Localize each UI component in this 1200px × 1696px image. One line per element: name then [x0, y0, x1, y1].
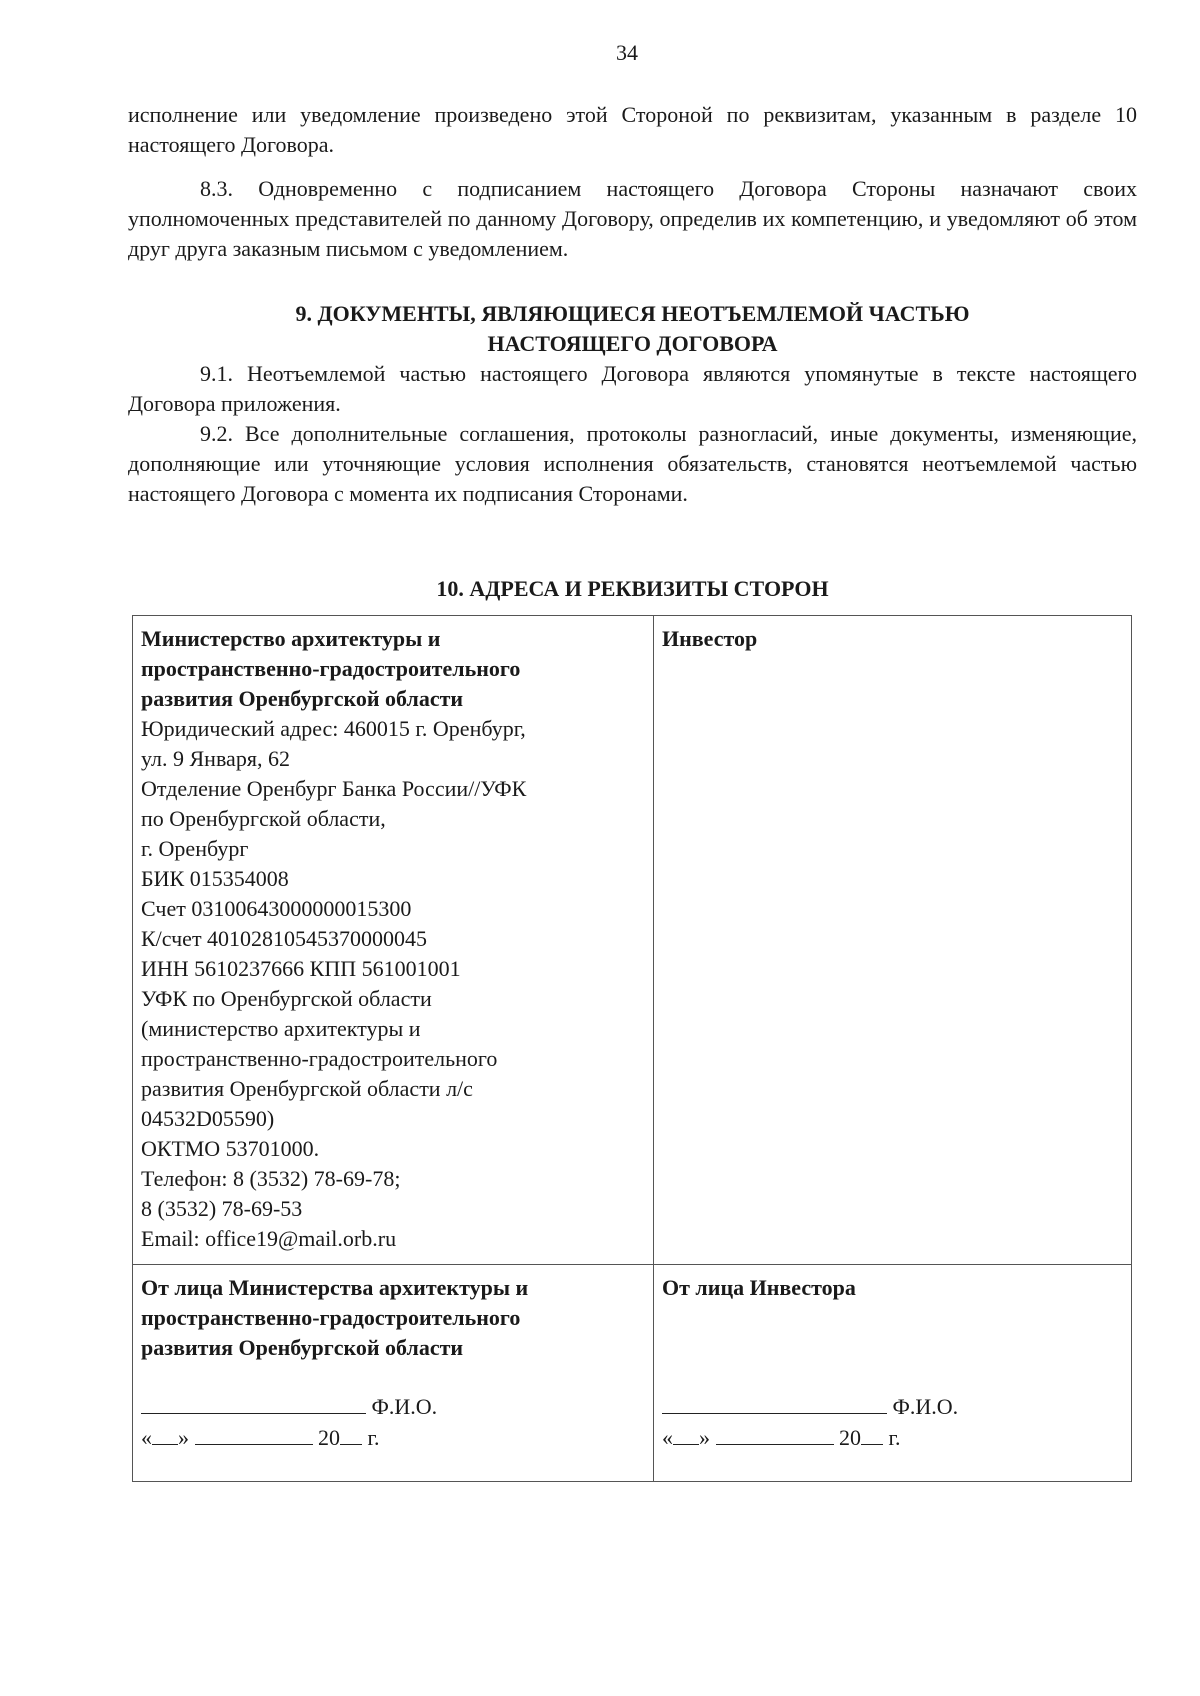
requisite-line: пространственно-градостроительного — [141, 1046, 498, 1071]
paragraph-8-3 — [128, 174, 1137, 264]
year-suffix: г. — [888, 1425, 901, 1450]
date-open-quote: « — [141, 1425, 152, 1450]
paragraph-9-1: 9.1. Неотъемлемой частью настоящего Договора являются упомянутые в тексте настоящего Договора приложения. — [128, 361, 1137, 416]
requisite-line: 8 (3532) 78-69-53 — [141, 1196, 303, 1221]
ministry-name-line: Министерство архитектуры и — [141, 626, 441, 651]
ministry-signature-cell — [133, 1265, 654, 1482]
day-blank — [152, 1422, 178, 1445]
ministry-fio-line — [141, 1391, 645, 1422]
date-close-quote: » — [699, 1425, 710, 1450]
year-prefix: 20 — [318, 1425, 340, 1450]
investor-name: Инвестор — [662, 626, 758, 651]
year-blank — [340, 1422, 362, 1445]
requisite-line: УФК по Оренбургской области — [141, 986, 432, 1011]
investor-date-line — [662, 1422, 1123, 1453]
requisite-line: Счет 03100643000000015300 — [141, 896, 412, 921]
signature-row — [133, 1265, 1132, 1482]
year-suffix: г. — [367, 1425, 380, 1450]
section-10-heading: 10. АДРЕСА И РЕКВИЗИТЫ СТОРОН — [436, 576, 829, 601]
requisites-table — [132, 615, 1132, 1482]
paragraph-text: 8.3. Одновременно с подписанием настоящего Договора Стороны назначают своих уполномоченных представителей по данному Договору, определив их компетенцию, и уведомляют об этом друг друга заказным письмом с уведомлением. — [128, 176, 1137, 261]
paragraph-9-2: 9.2. Все дополнительные соглашения, протоколы разногласий, иные документы, изменяющие, дополняющие или уточняющие условия исполнения обязательств, становятся неотъемлемой частью настоящего Договора с момента их подписания Сторонами. — [128, 421, 1137, 506]
ministry-signatory-line: развития Оренбургской области — [141, 1335, 464, 1360]
ministry-name-line: пространственно-градостроительного — [141, 656, 521, 681]
ministry-date-line — [141, 1422, 645, 1453]
page-number: 34 — [616, 40, 638, 65]
section-9 — [128, 299, 1137, 509]
requisite-line: Отделение Оренбург Банка России//УФК — [141, 776, 527, 801]
day-blank — [673, 1422, 699, 1445]
investor-requisites-cell — [654, 616, 1132, 1265]
requisite-line: Email: office19@mail.orb.ru — [141, 1226, 397, 1251]
year-prefix: 20 — [839, 1425, 861, 1450]
section-9-heading-line1: 9. ДОКУМЕНТЫ, ЯВЛЯЮЩИЕСЯ НЕОТЪЕМЛЕМОЙ ЧАСТЬЮ — [295, 301, 970, 326]
investor-signature-cell — [654, 1265, 1132, 1482]
requisite-line: развития Оренбургской области л/с — [141, 1076, 473, 1101]
ministry-signatory-line: От лица Министерства архитектуры и — [141, 1275, 529, 1300]
paragraph-8-2-continuation — [128, 100, 1137, 160]
month-blank — [195, 1422, 313, 1445]
requisite-line: ИНН 5610237666 КПП 561001001 — [141, 956, 461, 981]
investor-signatory: От лица Инвестора — [662, 1275, 856, 1300]
requisite-line: 04532D05590) — [141, 1106, 275, 1131]
date-close-quote: » — [178, 1425, 189, 1450]
ministry-signatory-line: пространственно-градостроительного — [141, 1305, 521, 1330]
paragraph-text: исполнение или уведомление произведено этой Стороной по реквизитам, указанным в разделе 10 настоящего Договора. — [128, 102, 1137, 157]
requisite-line: ул. 9 Января, 62 — [141, 746, 290, 771]
requisite-line: г. Оренбург — [141, 836, 249, 861]
requisite-line: (министерство архитектуры и — [141, 1016, 421, 1041]
ministry-name-line: развития Оренбургской области — [141, 686, 464, 711]
date-open-quote: « — [662, 1425, 673, 1450]
requisites-row — [133, 616, 1132, 1265]
signature-blank — [141, 1391, 366, 1414]
requisite-line: Телефон: 8 (3532) 78-69-78; — [141, 1166, 401, 1191]
requisite-line: по Оренбургской области, — [141, 806, 386, 831]
requisite-line: К/счет 40102810545370000045 — [141, 926, 428, 951]
requisite-line: БИК 015354008 — [141, 866, 289, 891]
fio-label: Ф.И.О. — [892, 1394, 959, 1419]
requisite-line: Юридический адрес: 460015 г. Оренбург, — [141, 716, 526, 741]
signature-blank — [662, 1391, 887, 1414]
month-blank — [716, 1422, 834, 1445]
fio-label: Ф.И.О. — [371, 1394, 438, 1419]
requisite-line: ОКТМО 53701000. — [141, 1136, 320, 1161]
investor-fio-line — [662, 1391, 1123, 1422]
year-blank — [861, 1422, 883, 1445]
ministry-requisites-cell — [133, 616, 654, 1265]
section-9-heading-line2: НАСТОЯЩЕГО ДОГОВОРА — [487, 331, 778, 356]
